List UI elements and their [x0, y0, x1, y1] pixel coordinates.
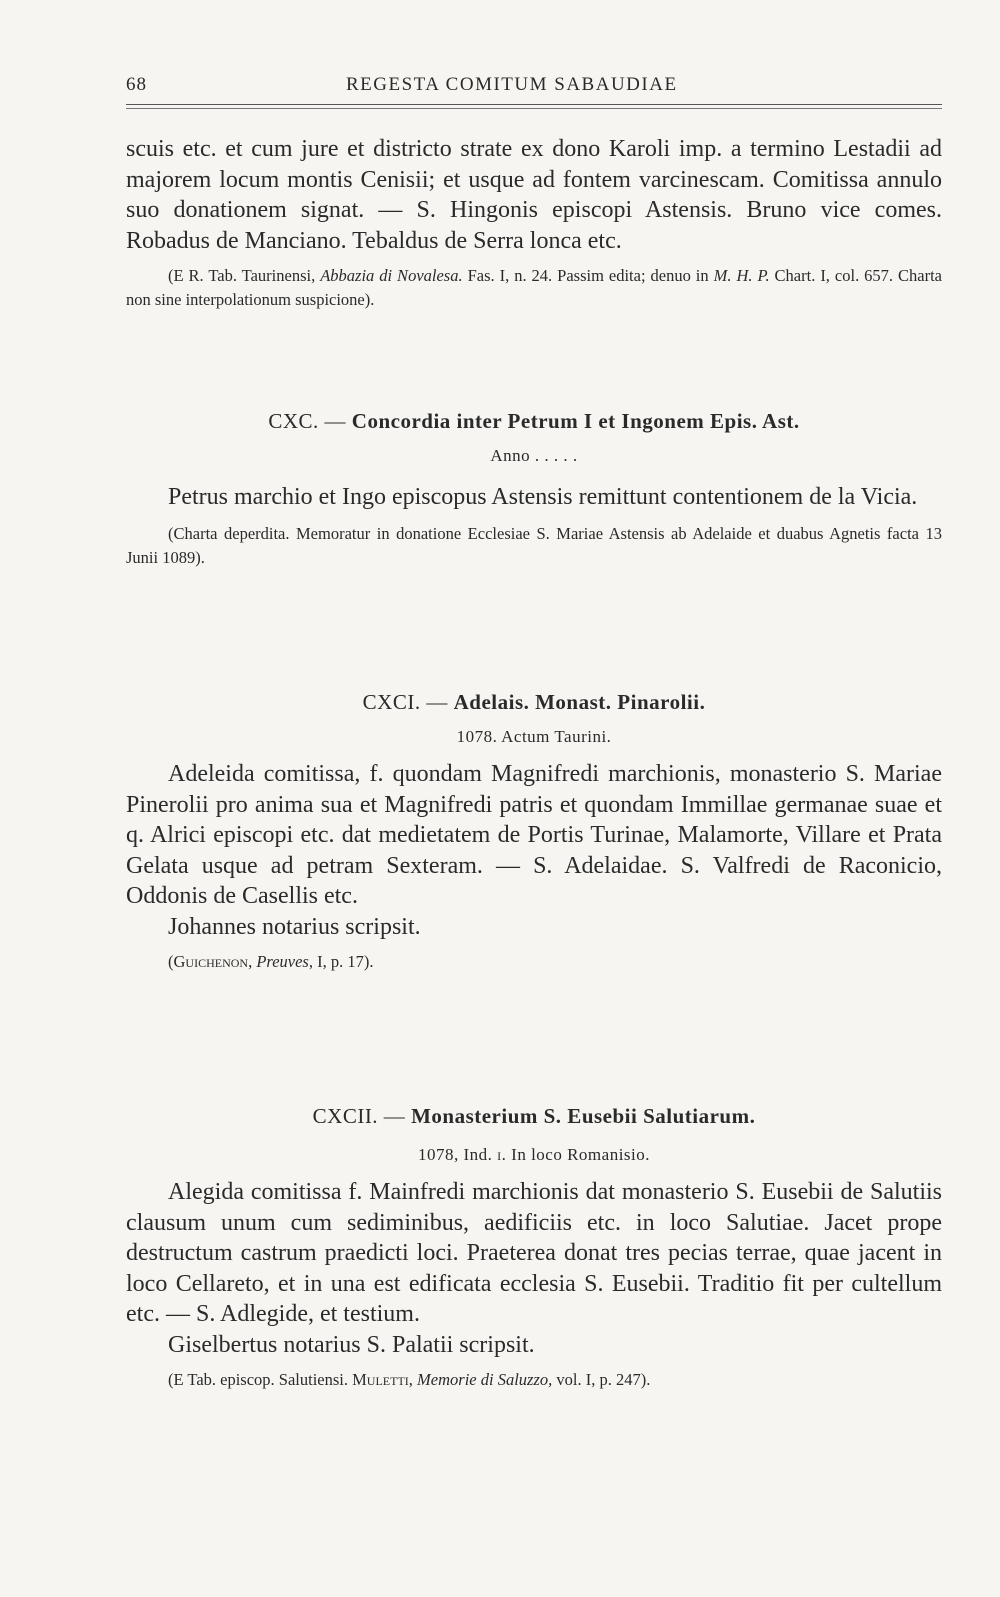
entry-date: 1078, Ind. i. In loco Romanisio. [417, 1145, 651, 1164]
entry-date: Anno . . . . . [490, 446, 578, 465]
entry-note: (Charta deperdita. Memoratur in donatione Ecclesiae S. Mariae Astensis ab Adelaide et duabus Agnetis facta 13 Junii 1089). [126, 523, 942, 567]
entry-text: Petrus marchio et Ingo episcopus Astensis remittunt contentionem de la Vicia. [168, 484, 918, 510]
entry-cxcii [126, 1104, 942, 1392]
entry-date: 1078. Actum Taurini. [456, 727, 612, 746]
entry-title: Adelais. Monast. Pinarolii. [453, 690, 706, 714]
entry-text-signature: Giselbertus notarius S. Palatii scripsit. [168, 1331, 535, 1358]
running-title: REGESTA COMITUM SABAUDIAE [346, 74, 678, 95]
entry-number: CXCII. — [312, 1104, 412, 1128]
entry-cxc [126, 409, 942, 570]
entry-text-signature: Johannes notarius scripsit. [168, 913, 421, 940]
entry-text: Alegida comitissa f. Mainfredi marchionis dat monasterio S. Eusebii de Salutiis clausum unum cum sediminibus, aedificiis etc. in loco Salutiae. Jacet prope destructum castrum praedicti loci. Praeterea donat tres pecias terrae, quae jacent in loco Cellareto, et in una est edificata ecclesia S. Eusebii. Traditio fit per cultellum etc. — S. Adlegide, et testium. [126, 1179, 942, 1327]
entry-cxci [126, 690, 942, 974]
entry-number: CXC. — [268, 409, 352, 433]
entry-note: (E Tab. episcop. Salutiensi. Muletti, Memorie di Saluzzo, vol. I, p. 247). [168, 1370, 651, 1389]
page-number: 68 [126, 74, 147, 95]
intro-section [126, 134, 942, 312]
running-head [126, 72, 942, 102]
entry-note: (Guichenon, Preuves, I, p. 17). [168, 952, 374, 971]
entry-heading [126, 409, 942, 434]
entry-title: Concordia inter Petrum I et Ingonem Epis. Ast. [351, 409, 800, 433]
entry-heading [126, 690, 942, 715]
entry-text: Adeleida comitissa, f. quondam Magnifredi marchionis, monasterio S. Mariae Pinerolii pro anima sua et Magnifredi patris et quondam Immillae germanae suae et q. Alrici episcopi etc. dat medietatem de Portis Turinae, Malamorte, Villare et Prata Gelata usque ad petram Sexteram. — S. Adelaidae. S. Valfredi de Raconicio, Oddonis de Casellis etc. [126, 761, 942, 909]
intro-note: (E R. Tab. Taurinensi, Abbazia di Novalesa. Fas. I, n. 24. Passim edita; denuo in M. H. P. Chart. I, col. 657. Charta non sine interpolationum suspicione). [126, 266, 943, 309]
page [126, 0, 942, 1597]
entry-heading [126, 1104, 942, 1129]
entry-number: CXCI. — [362, 690, 454, 714]
header-rule [126, 104, 942, 105]
entry-title: Monasterium S. Eusebii Salutiarum. [411, 1104, 756, 1128]
header-rule-secondary [126, 108, 942, 109]
intro-text: scuis etc. et cum jure et districto strate ex dono Karoli imp. a termino Lestadii ad majorem locum montis Cenisii; et usque ad fontem varcinescam. Comitissa annulo suo donationem signat. — S. Hingonis episcopi Astensis. Bruno vice comes. Robadus de Manciano. Tebaldus de Serra lonca etc. [126, 136, 942, 254]
